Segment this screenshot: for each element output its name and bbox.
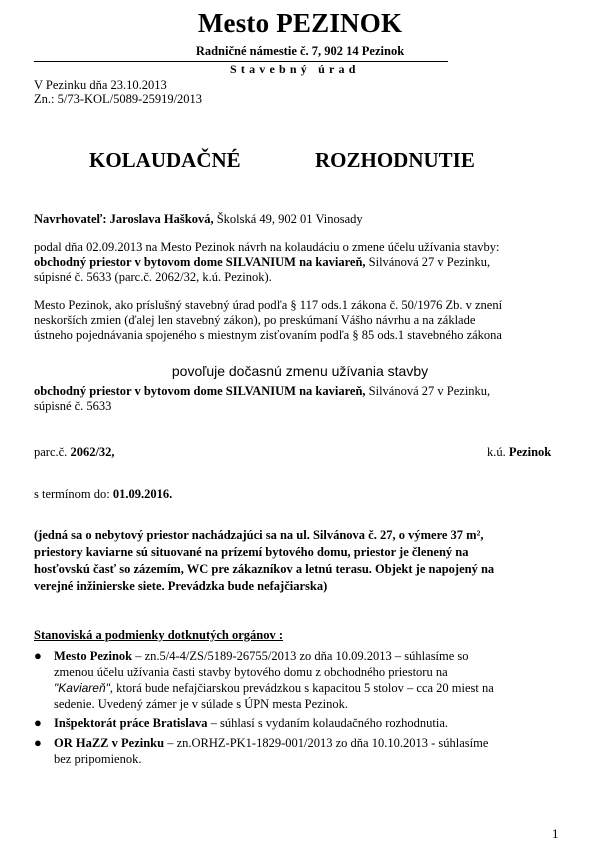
heading-word-1: KOLAUDAČNÉ xyxy=(89,148,241,172)
opinions-list xyxy=(34,648,560,767)
premises-description xyxy=(34,527,560,595)
opinion-quote: "Kaviareň" xyxy=(54,681,110,695)
opinion-text: – zn.5/4-4/ZS/5189-26755/2013 zo dňa 10.09.2013 – súhlasíme so xyxy=(132,649,469,663)
opinion-text: – zn.ORHZ-PK1-1829-001/2013 zo dňa 10.10.2013 - súhlasíme xyxy=(164,736,489,750)
opinion-text: – súhlasí s vydaním kolaudačného rozhodnutia. xyxy=(207,716,449,730)
organ-name: Mesto Pezinok xyxy=(54,649,133,663)
cadastral-value: Pezinok xyxy=(508,445,552,459)
paragraph-application xyxy=(34,240,560,285)
city-title: Mesto PEZINOK xyxy=(197,8,403,38)
parcel-line xyxy=(34,445,560,460)
opinion-text: bez pripomienok. xyxy=(54,752,142,766)
office-address: Radničné námestie č. 7, 902 14 Pezinok xyxy=(195,44,405,58)
date-line: V Pezinku dňa 23.10.2013 xyxy=(34,78,167,92)
description-line: priestory kaviarne sú situované na prízemí bytového domu, priestor je členený na xyxy=(34,545,469,559)
cadastral-label: k.ú. xyxy=(487,445,509,459)
parcel-value: 2062/32, xyxy=(70,445,115,459)
bullet-icon: ● xyxy=(34,735,42,750)
page-number: 1 xyxy=(552,826,559,841)
applicant-name: Jaroslava Hašková, xyxy=(109,212,214,226)
decision-statement: povoľuje dočasnú zmenu užívania stavby xyxy=(171,363,429,379)
term-label: s termínom do: xyxy=(34,487,113,501)
applicant-label: Navrhovateľ: xyxy=(34,212,107,226)
file-number: Zn.: 5/73-KOL/5089-25919/2013 xyxy=(34,92,203,106)
description-line: verejné inžinierske siete. Prevádzka bude nefajčiarska) xyxy=(34,579,328,593)
heading-word-2: ROZHODNUTIE xyxy=(315,148,475,172)
object-name: obchodný priestor v bytovom dome SILVANIUM na kaviareň, xyxy=(34,255,366,269)
paragraph-line: Mesto Pezinok, ako príslušný stavebný úrad podľa § 117 ods.1 zákona č. 50/1976 Zb. v znení xyxy=(34,298,503,312)
term-value: 01.09.2016. xyxy=(112,487,173,501)
paragraph-line: neskorších zmien (ďalej len stavebný zákon), po preskúmaní Vášho návrhu a na základe xyxy=(34,313,476,327)
bullet-icon: ● xyxy=(34,715,42,730)
paragraph-authority xyxy=(34,298,560,343)
object-address: Silvánová 27 v Pezinku, xyxy=(365,255,491,269)
opinion-text: sedenie. Uvedený zámer je v súlade s ÚPN mesta Pezinok. xyxy=(54,697,349,711)
opinion-text: , ktorá bude nefajčiarskou prevádzkou s kapacitou 5 stolov – cca 20 miest na xyxy=(109,681,494,695)
opinions-heading: Stanoviská a podmienky dotknutých orgánov : xyxy=(34,628,284,642)
paragraph-line: ústneho pojednávania spojeného s miestnym zisťovaním podľa § 85 ods.1 stavebného zákona xyxy=(34,328,502,342)
parcel-label: parc.č. xyxy=(34,445,71,459)
organ-name: Inšpektorát práce Bratislava xyxy=(54,716,208,730)
list-item xyxy=(34,715,560,731)
description-line: hosťovskú časť so zázemím, WC pre zákazníkov a letnú terasu. Objekt je napojený na xyxy=(34,562,495,576)
applicant-line xyxy=(34,212,560,227)
bullet-icon: ● xyxy=(34,648,42,663)
paragraph-line: súpisné č. 5633 (parc.č. 2062/32, k.ú. Pezinok). xyxy=(34,270,272,284)
applicant-address: Školská 49, 902 01 Vinosady xyxy=(213,212,363,226)
object-description xyxy=(34,384,560,414)
object-registry-number: súpisné č. 5633 xyxy=(34,399,112,413)
office-name: Stavebný úrad xyxy=(230,62,360,76)
list-item xyxy=(34,735,560,767)
cadastral-area xyxy=(487,445,551,460)
object-address: Silvánová 27 v Pezinku, xyxy=(365,384,491,398)
opinion-text: zmenou účelu užívania časti stavby bytového domu z obchodného priestoru na xyxy=(54,665,448,679)
organ-name: OR HaZZ v Pezinku xyxy=(54,736,165,750)
paragraph-line: podal dňa 02.09.2013 na Mesto Pezinok návrh na kolaudáciu o zmene účelu užívania stavby: xyxy=(34,240,500,254)
object-name: obchodný priestor v bytovom dome SILVANIUM na kaviareň, xyxy=(34,384,366,398)
list-item xyxy=(34,648,560,712)
term-line xyxy=(34,487,560,502)
description-line: (jedná sa o nebytový priestor nachádzajúci sa na ul. Silvánova č. 27, o výmere 37 m², xyxy=(34,528,484,542)
